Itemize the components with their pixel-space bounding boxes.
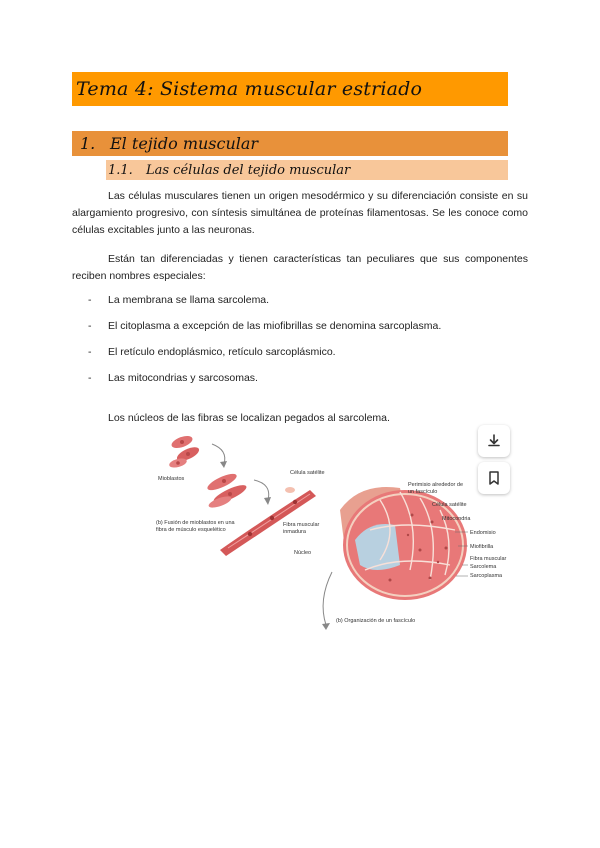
label-fibra-muscular: Fibra muscular [470,556,507,562]
label-mioblastos: Mioblastos [158,476,185,482]
muscle-figure [150,430,530,635]
label-fusion: (b) Fusión de mioblastos en una fibra de músculo esquelético [156,520,235,533]
bullet-marker: - [88,294,92,306]
list-item-text: Las mitocondrias y sarcosomas. [108,372,258,384]
component-list [88,292,528,396]
section-number: 1. [80,134,96,153]
list-item [88,318,528,344]
list-item [88,370,528,396]
bullet-marker: - [88,320,92,332]
list-item-text: El retículo endoplásmico, retículo sarcoplásmico. [108,346,336,358]
label-miofibrilla: Miofibrilla [470,544,494,550]
label-sarcolema: Sarcolema [470,564,497,570]
title-banner [72,72,508,106]
subsection-number: 1.1. [108,162,133,178]
section-label: El tejido muscular [110,134,259,153]
fusing-myoblasts-drawing [205,471,248,510]
label-celula-satelite-top: Célula satélite [290,470,325,476]
label-endomisio: Endomisio [470,530,496,536]
label-celula-satelite: Célula satélite [432,502,467,508]
paragraph-components: Están tan diferenciadas y tienen características tan peculiares que sus componentes reciben nombres especiales: [72,253,528,282]
myoblasts-drawing [168,434,201,470]
download-button[interactable] [478,425,510,457]
label-nucleo: Núcleo [294,550,312,556]
bullet-marker: - [88,372,92,384]
subsection-heading [106,160,508,180]
list-item-text: El citoplasma a excepción de las miofibrillas se denomina sarcoplasma. [108,320,442,332]
bookmark-icon [486,470,502,486]
section-heading [72,131,508,156]
label-organizacion: (b) Organización de un fascículo [336,618,416,624]
bullet-marker: - [88,346,92,358]
label-perimisio: Perimisio alrededor de un fascículo [408,482,464,495]
label-fibra-inmadura: Fibra muscular inmadura [283,522,320,535]
arrow-2 [254,480,269,500]
paragraph-nuclei: Los núcleos de las fibras se localizan pegados al sarcolema. [108,412,390,424]
paragraph-intro: Las células musculares tienen un origen mesodérmico y su diferenciación consiste en su alargamiento progresivo, con síntesis simultánea de proteínas filamentosas. Se les conoce como células excitables junto a las neuronas. [72,190,528,236]
subsection-label: Las células del tejido muscular [146,162,351,178]
label-mitocondria: Mitocondria [442,516,471,522]
page-title: Tema 4: Sistema muscular estriado [76,78,423,100]
label-sarcoplasma: Sarcoplasma [470,573,503,579]
list-item [88,292,528,318]
bookmark-button[interactable] [478,462,510,494]
arrow-1 [212,444,225,464]
download-icon [486,433,502,449]
list-item [88,344,528,370]
arrow-3 [323,572,332,625]
list-item-text: La membrana se llama sarcolema. [108,294,270,306]
